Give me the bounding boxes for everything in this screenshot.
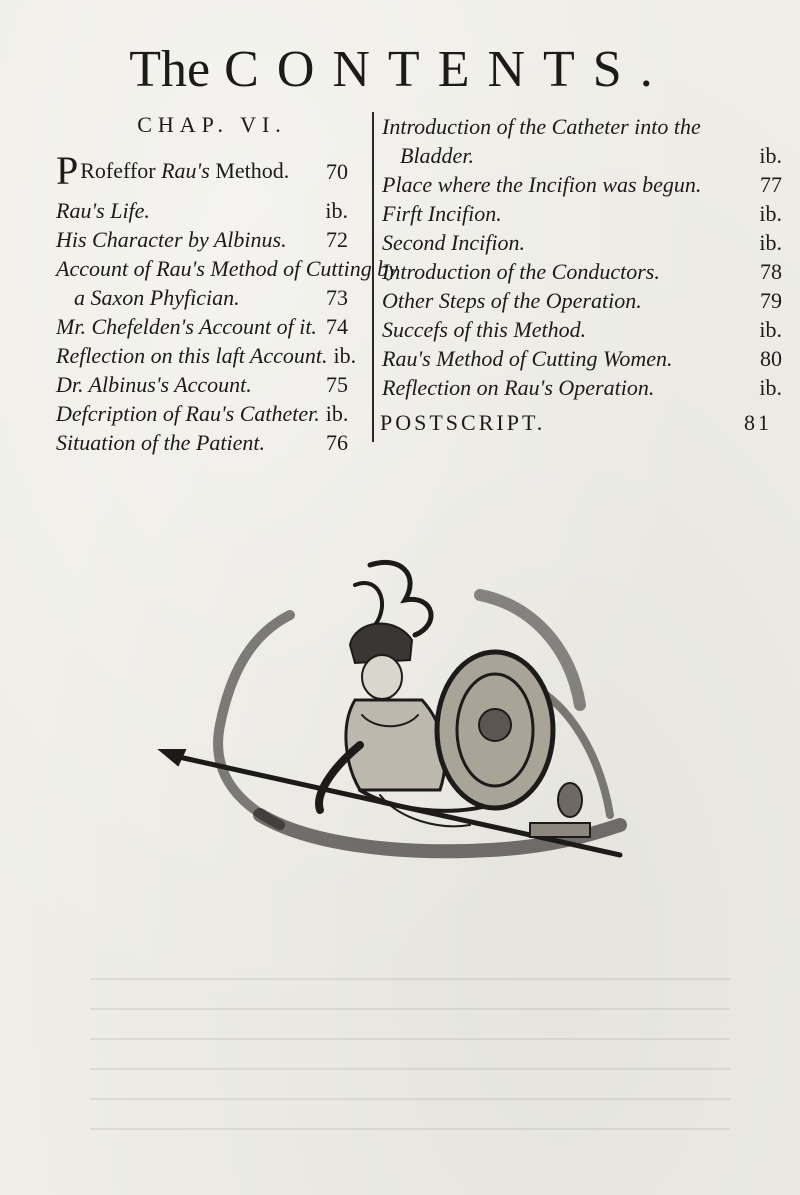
toc-entry-title: Rau's Life. (56, 198, 150, 223)
toc-entry-title: Other Steps of the Operation. (382, 288, 642, 313)
chapter-heading: CHAP. VI. (137, 112, 287, 137)
toc-entry (382, 257, 782, 286)
left-entries (56, 196, 398, 457)
toc-entry-page: ib. (325, 198, 348, 223)
toc-entry-title: Dr. Albinus's Account. (56, 372, 252, 397)
toc-entry-tail: Method. (215, 158, 290, 183)
toc-entry-title: Reflection on this laft Account. (56, 343, 328, 368)
toc-entry-page: 76 (326, 430, 348, 455)
toc-entry-title: Account of Rau's Method of Cutting by (56, 256, 398, 281)
toc-entry-page: ib. (759, 143, 782, 168)
toc-entry (382, 112, 782, 141)
toc-entry-title: Reflection on Rau's Operation. (382, 375, 655, 400)
minerva-vignette-image (150, 555, 670, 875)
toc-entry-page: ib. (759, 230, 782, 255)
postscript-label: POSTSCRIPT. (380, 410, 546, 435)
toc-entry-page: 79 (760, 288, 782, 313)
toc-entry (56, 399, 348, 428)
toc-entry (56, 341, 357, 370)
toc-entry-title (56, 148, 290, 193)
toc-entry (382, 228, 782, 257)
toc-entry-title: Rau's Method of Cutting Women. (382, 346, 673, 371)
toc-entry (56, 370, 348, 399)
toc-entry (56, 225, 348, 254)
toc-entry (382, 373, 782, 402)
toc-entry (56, 312, 348, 341)
toc-entry-page: 75 (326, 372, 348, 397)
toc-entry-word: Rofeffor (80, 158, 156, 183)
toc-entry (56, 283, 348, 312)
toc-entry-page: 70 (326, 159, 348, 184)
toc-entry-title: Situation of the Patient. (56, 430, 265, 455)
toc-entry-title: Second Incifion. (382, 230, 525, 255)
toc-entry-title: a Saxon Phyfician. (74, 285, 240, 310)
toc-entry (56, 428, 348, 457)
toc-entry-professor-raus-method (56, 148, 348, 193)
show-through-text-texture (90, 960, 730, 1130)
toc-entry-title: Defcription of Rau's Catheter. (56, 401, 320, 426)
page-title (0, 40, 800, 100)
right-column (372, 112, 782, 442)
toc-entry-title: Firft Incifion. (382, 201, 502, 226)
toc-entry-page: ib. (759, 375, 782, 400)
toc-entry (382, 170, 782, 199)
toc-entry-page: 77 (760, 172, 782, 197)
toc-entry (382, 344, 782, 373)
toc-entry-page: ib. (759, 201, 782, 226)
drop-cap: P (56, 148, 79, 193)
toc-entry-page: ib. (759, 317, 782, 342)
postscript-entry (380, 410, 772, 436)
toc-entry-page: 74 (326, 314, 348, 339)
toc-entry (382, 315, 782, 344)
toc-entry-title: Introduction of the Catheter into the (382, 114, 701, 139)
toc-entry-page: 78 (760, 259, 782, 284)
toc-entry (382, 199, 782, 228)
title-contents: CONTENTS. (224, 41, 671, 98)
toc-entry (56, 254, 398, 283)
toc-entry (382, 141, 782, 170)
toc-entry-title: Mr. Chefelden's Account of it. (56, 314, 317, 339)
toc-entry-page: ib. (325, 401, 349, 426)
toc-entry-title: Bladder. (400, 143, 474, 168)
postscript-page: 81 (744, 410, 772, 435)
toc-entry-title: Place where the Incifion was begun. (382, 172, 702, 197)
toc-entry-italic: Rau's (161, 158, 210, 183)
title-the: The (129, 41, 211, 98)
toc-entry-page: 72 (326, 227, 348, 252)
toc-entry-title: His Character by Albinus. (56, 227, 287, 252)
toc-entry (382, 286, 782, 315)
toc-entry-page: 80 (760, 346, 782, 371)
toc-entry (56, 196, 348, 225)
toc-entry-title: Succefs of this Method. (382, 317, 587, 342)
toc-entry-page: 73 (326, 285, 348, 310)
spacer (56, 186, 348, 196)
toc-entry-page: ib. (333, 343, 357, 368)
left-column (56, 112, 398, 457)
toc-entry-title: Introduction of the Conductors. (382, 259, 660, 284)
